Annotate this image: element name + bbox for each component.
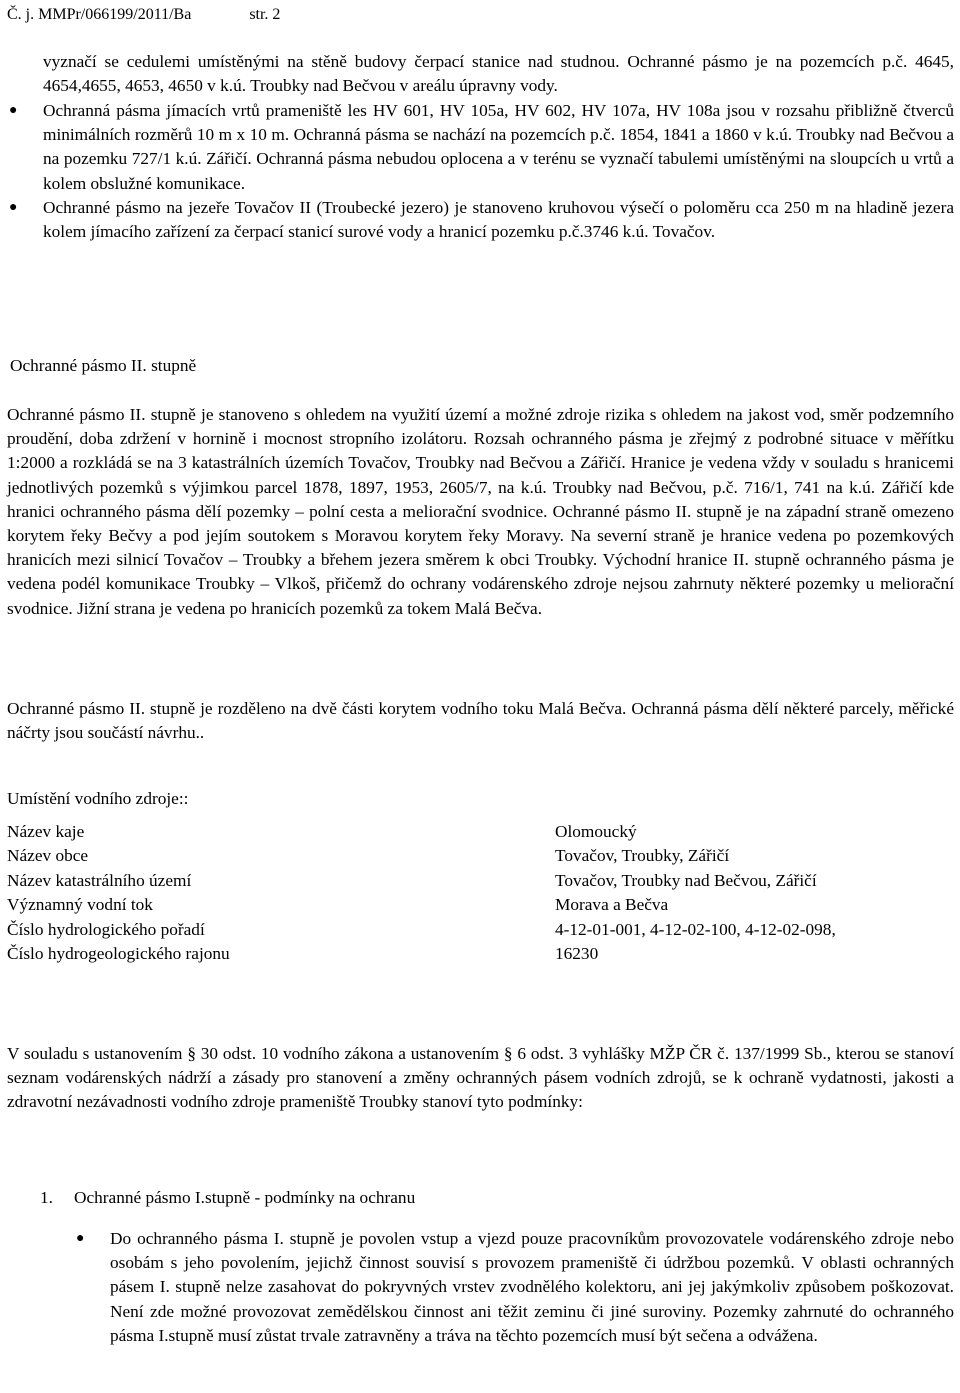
location-table — [7, 820, 947, 966]
item-text: Ochranné pásmo I.stupně - podmínky na ochranu — [74, 1188, 416, 1207]
table-row — [7, 893, 947, 917]
row-value: Olomoucký — [555, 822, 637, 841]
section2-paragraph: Ochranné pásmo II. stupně je stanoveno s ohledem na využití území a možné zdroje rizika s ohledem na jakost vod, směr podzemního proudění, doba zdržení v hornině i mocnost stropního izolátoru. Rozsah ochranného pásma je zřejmý z podrobné situace v měřítku 1:2000 a rozkládá se na 3 katastrálních územích Tovačov, Troubky nad Bečvou a Zářičí. Hranice je vedena vždy v souladu s hranicemi jednotlivých pozemků s výjimkou parcel 1878, 1897, 1953, 2605/7, na k.ú. Troubky nad Bečvou, p.č. 716/1, 741 na k.ú. Zářičí kde hranici ochranného pásma dělí pozemky – polní cesta a meliorační svodnice. Ochranné pásmo II. stupně je na západní straně omezeno korytem řeky Bečvy a pod jejím soutokem s Moravou korytem řeky Moravy. Na severní straně je hranice vedena po pozemkových hranicích mezi silnicí Tovačov – Troubky a břehem jezera směrem k obci Troubky. Východní hranice II. stupně ochranného pásma je vedena podél komunikace Troubky – Vlkoš, přičemž do ochrany vodárenského zdroje nejsou zahrnuty některé pozemky u meliorační svodnice. Jižní strana je vedena po hranicích pozemků za tokem Malá Bečva. — [7, 405, 954, 618]
list-item-text: Ochranné pásmo na jezeře Tovačov II (Troubecké jezero) je stanoveno kruhovou výsečí o poloměru cca 250 m na hladině jezera kolem jímacího zařízení za čerpací stanicí surové vody a hranicí pozemku p.č.3746 k.ú. Tovačov. — [43, 197, 954, 242]
list-item — [9, 99, 954, 196]
table-row — [7, 844, 947, 868]
section-heading: Ochranné pásmo II. stupně — [10, 356, 197, 375]
list-item-text: Do ochranného pásma I. stupně je povolen vstup a vjezd pouze pracovníkům provozovatele vodárenského zdroje nebo osobám s jeho povolením, jejichž činnost souvisí s provozem prameniště či údržbou pozemků. V oblasti ochranných pásem I. stupně nelze zasahovat do pokryvných vrstev zvodnělého kolektoru, ani jej jakýmkoliv způsobem poškozovat. Není zde možné provozovat zemědělskou činnost ani těžit zeminu či jiné suroviny. Pozemky zahrnuté do ochranného pásma I.stupně musí zůstat trvale zatravněny a tráva na těchto pozemcích musí být sečena a odvážena. — [110, 1229, 954, 1345]
intro-paragraph: vyznačí se cedulemi umístěnými na stěně budovy čerpací stanice nad studnou. Ochranné pásmo je na pozemcích p.č. 4645, 4654,4655, 4653, 4650 v k.ú. Troubky nad Bečvou v areálu úpravny vody. — [43, 52, 954, 96]
row-value: Tovačov, Troubky, Zářičí — [555, 846, 730, 866]
row-label: Název obce — [7, 846, 89, 866]
table-row — [7, 869, 947, 893]
numbered-item — [40, 1186, 415, 1210]
reference-number: Č. j. MMPr/066199/2011/Ba — [7, 6, 192, 23]
page-number: str. 2 — [249, 6, 281, 23]
table-row — [7, 918, 947, 942]
bullet-icon: ● — [76, 1231, 85, 1246]
location-title: Umístění vodního zdroje:: — [7, 789, 189, 808]
row-label: Název kaje — [7, 822, 85, 841]
row-label: Název katastrálního území — [7, 870, 192, 890]
law-paragraph: V souladu s ustanovením § 30 odst. 10 vodního zákona a ustanovením § 6 odst. 3 vyhlášky MŽP ČR č. 137/1999 Sb., kterou se stanoví seznam vodárenských nádrží a zásady pro stanovení a změny ochranných pásem vodních zdrojů, se k ochraně vydatnosti, jakosti a zdravotní nezávadnosti vodního zdroje prameniště Troubky stanoví tyto podmínky: — [7, 1044, 954, 1112]
row-value: Morava a Bečva — [555, 895, 669, 915]
section2b-paragraph: Ochranné pásmo II. stupně je rozděleno na dvě části korytem vodního toku Malá Bečva. Ochranná pásma dělí některé parcely, měřické náčrty jsou součástí návrhu.. — [7, 699, 954, 743]
list-item — [76, 1227, 954, 1348]
page-header — [7, 4, 280, 26]
table-row — [7, 942, 947, 966]
protection-bullet-list — [9, 99, 954, 244]
list-item-text: Ochranná pásma jímacích vrtů prameniště les HV 601, HV 105a, HV 602, HV 107a, HV 108a jsou v rozsahu přibližně čtverců minimálních rozměrů 10 m x 10 m. Ochranná pásma se nachází na pozemcích p.č. 1854, 1841 a 1860 v k.ú. Troubky nad Bečvou a na pozemku 727/1 k.ú. Zářičí. Ochranná pásma nebudou oplocena a v terénu se vyznačí tabulemi umístěnými na sloupcích u vrtů a kolem obslužné komunikace. — [43, 101, 954, 193]
row-label: Číslo hydrogeologického rajonu — [7, 943, 230, 963]
list-item — [9, 196, 954, 244]
bullet-icon: ● — [9, 199, 18, 215]
bullet-icon: ● — [9, 103, 18, 118]
row-value: Tovačov, Troubky nad Bečvou, Zářičí — [555, 870, 817, 890]
row-value: 16230 — [555, 943, 599, 963]
row-value: 4-12-01-001, 4-12-02-100, 4-12-02-098, — [555, 919, 836, 939]
row-label: Číslo hydrologického pořadí — [7, 919, 205, 939]
conditions-bullet-list — [76, 1227, 954, 1348]
item-number: 1. — [40, 1188, 53, 1207]
row-label: Významný vodní tok — [7, 895, 153, 915]
table-row — [7, 820, 947, 844]
